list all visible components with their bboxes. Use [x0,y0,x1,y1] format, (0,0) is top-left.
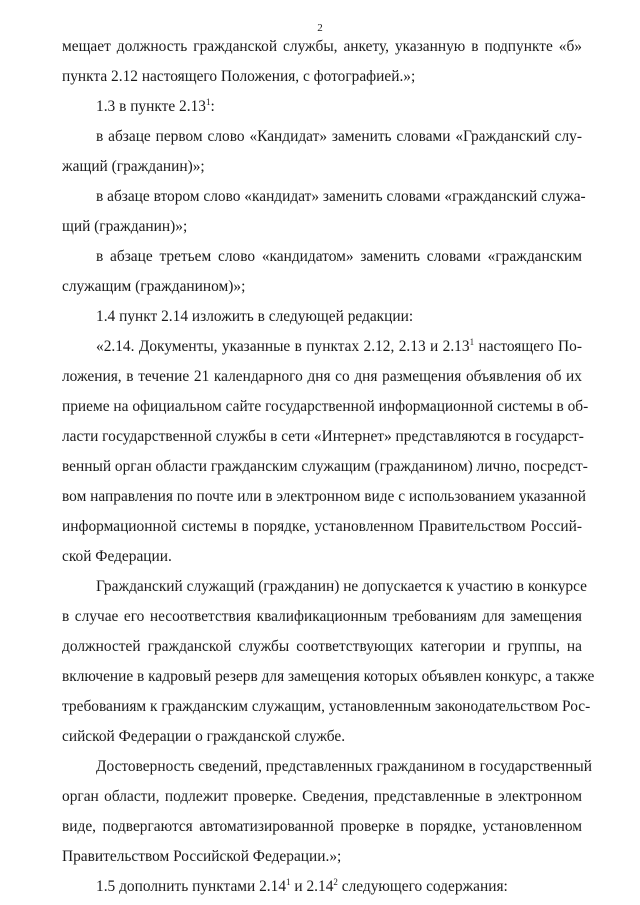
text-line: мещает должность гражданской службы, анкету, указанную в подпункте «б» [62,38,582,55]
text-line: сийской Федерации о гражданской службе. [62,728,346,745]
superscript: 2 [333,877,338,887]
text-line: информационной системы в порядке, установленном Правительством Россий- [62,518,582,535]
text-line: включение в кадровый резерв для замещения которых объявлен конкурс, а также [62,668,595,685]
text-line: приеме на официальном сайте государственной информационной системы в об- [62,398,589,415]
text-span: 1.5 дополнить пунктами 2.14 [96,878,287,895]
superscript: 1 [286,877,291,887]
text-line: венный орган области гражданским служащим (гражданином) лично, посредст- [62,458,588,475]
text-line: в абзаце первом слово «Кандидат» заменить словами «Гражданский слу- [96,128,582,145]
text-line: жащий (гражданин)»; [62,158,205,175]
text-line: ласти государственной службы в сети «Интернет» представляются в государст- [62,428,584,445]
text-span: : [210,98,215,115]
superscript: 1 [469,337,475,347]
text-line: вом направления по почте или в электронном виде с использованием указанной [62,488,586,505]
text-line: Гражданский служащий (гражданин) не допускается к участию в конкурсе [96,578,587,595]
text-line: Правительством Российской Федерации.»; [62,848,342,865]
text-line [96,98,215,116]
text-line: Достоверность сведений, представленных гражданином в государственный [96,758,592,775]
text-line: в абзаце третьем слово «кандидатом» заменить словами «гражданским [96,248,582,265]
text-line: служащим (гражданином)»; [62,278,246,295]
text-line: ложения, в течение 21 календарного дня со дня размещения объявления об их [62,368,582,385]
superscript: 1 [205,97,211,107]
text-line: в абзаце втором слово «кандидат» заменить словами «гражданский служа- [96,188,586,205]
text-line: щий (гражданин)»; [62,218,188,235]
text-span: 1.3 в пункте 2.13 [96,98,206,115]
text-span: следующего содержания: [337,878,508,895]
text-line: требованиям к гражданским служащим, установленным законодательством Рос- [62,698,591,715]
text-line: 1.4 пункт 2.14 изложить в следующей редакции: [96,308,414,325]
text-line: в случае его несоответствия квалификационным требованиям для замещения [62,608,582,625]
text-line: ской Федерации. [62,548,172,565]
text-line: пункта 2.12 настоящего Положения, с фотографией.»; [62,68,416,85]
page-number: 2 [317,22,323,34]
text-line: виде, подвергаются автоматизированной проверке в порядке, установленном [62,818,582,835]
text-line: должностей гражданской службы соответствующих категории и группы, на [62,638,582,655]
text-span: настоящего По- [474,338,582,355]
text-span: «2.14. Документы, указанные в пунктах 2.12, 2.13 и 2.13 [96,338,470,355]
text-line [96,878,508,896]
text-line: орган области, подлежит проверке. Сведения, представленные в электронном [62,788,582,805]
text-span: и 2.14 [290,878,334,895]
text-line [96,338,582,356]
